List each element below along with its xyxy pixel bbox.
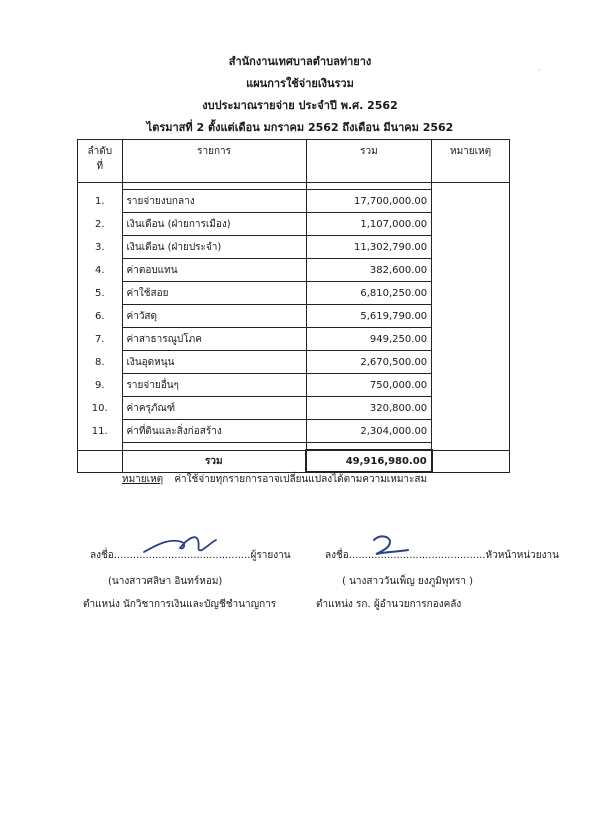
row-amount: 17,700,000.00 <box>306 190 432 213</box>
table-row <box>78 305 510 328</box>
col-header-item: รายการ <box>122 140 306 183</box>
row-number: 10. <box>78 397 123 420</box>
remark-text: ค่าใช้จ่ายทุกรายการอาจเปลี่ยนแปลงได้ตามความเหมาะสม <box>174 474 428 485</box>
row-number: 7. <box>78 328 123 351</box>
row-remark <box>432 305 510 328</box>
row-item: เงินอุดหนุน <box>122 351 306 374</box>
table-row <box>78 190 510 213</box>
row-remark <box>432 259 510 282</box>
row-amount: 11,302,790.00 <box>306 236 432 259</box>
row-amount: 320,800.00 <box>306 397 432 420</box>
row-amount: 2,670,500.00 <box>306 351 432 374</box>
total-row <box>78 450 510 472</box>
col-header-no: ลำดับ ที่ <box>78 140 123 183</box>
table-row <box>78 259 510 282</box>
table-row <box>78 282 510 305</box>
row-item: ค่าวัสดุ <box>122 305 306 328</box>
row-remark <box>432 351 510 374</box>
row-item: ค่าใช้สอย <box>122 282 306 305</box>
row-number: 9. <box>78 374 123 397</box>
table-body <box>78 183 510 451</box>
row-number: 3. <box>78 236 123 259</box>
signature-block-right <box>325 548 559 563</box>
row-amount: 1,107,000.00 <box>306 213 432 236</box>
signer-position-right: ตำแหน่ง รก. ผู้อำนวยการกองคลัง <box>316 599 462 610</box>
row-item: เงินเดือน (ฝ่ายการเมือง) <box>122 213 306 236</box>
row-amount: 949,250.00 <box>306 328 432 351</box>
table-row <box>78 236 510 259</box>
row-remark <box>432 213 510 236</box>
plan-title: แผนการใช้จ่ายเงินรวม <box>246 77 354 90</box>
row-number: 4. <box>78 259 123 282</box>
row-number: 1. <box>78 190 123 213</box>
col-header-remark: หมายเหตุ <box>432 140 510 183</box>
sign-role-right: หัวหน้าหน่วยงาน <box>485 550 559 561</box>
remark <box>122 472 427 487</box>
row-item: ค่าตอบแทน <box>122 259 306 282</box>
signer-position-left: ตำแหน่ง นักวิชาการเงินและบัญชีชำนาญการ <box>83 599 277 610</box>
row-amount: 750,000.00 <box>306 374 432 397</box>
row-amount: 2,304,000.00 <box>306 420 432 443</box>
row-remark <box>432 190 510 213</box>
table-row <box>78 397 510 420</box>
scan-speck: · <box>538 66 541 75</box>
row-remark <box>432 328 510 351</box>
row-number: 2. <box>78 213 123 236</box>
org-title: สำนักงานเทศบาลตำบลท่ายาง <box>228 55 372 68</box>
row-number: 6. <box>78 305 123 328</box>
row-item: ค่าสาธารณูปโภค <box>122 328 306 351</box>
row-remark <box>432 397 510 420</box>
row-item: ค่าที่ดินและสิ่งก่อสร้าง <box>122 420 306 443</box>
table-row <box>78 374 510 397</box>
table-spacer-row <box>78 443 510 451</box>
row-remark <box>432 282 510 305</box>
table-row <box>78 351 510 374</box>
remark-label: หมายเหตุ <box>122 474 164 485</box>
col-header-total: รวม <box>306 140 432 183</box>
signer-name-left: (นางสาวศลิษา อินทร์หอม) <box>108 576 223 587</box>
row-amount: 6,810,250.00 <box>306 282 432 305</box>
row-number: 8. <box>78 351 123 374</box>
sign-prefix-left: ลงชื่อ........................................... <box>90 550 251 561</box>
table-spacer-row <box>78 183 510 190</box>
total-amount: 49,916,980.00 <box>306 450 432 472</box>
budget-year-title: งบประมาณรายจ่าย ประจำปี พ.ศ. 2562 <box>202 99 398 112</box>
signer-name-right: ( นางสาววันเพ็ญ ยงภูมิพุทรา ) <box>342 576 474 587</box>
table-row <box>78 213 510 236</box>
table-header-row <box>78 140 510 183</box>
row-item: เงินเดือน (ฝ่ายประจำ) <box>122 236 306 259</box>
table-row <box>78 328 510 351</box>
signature-block-left <box>90 548 291 563</box>
budget-table <box>77 139 510 473</box>
row-remark <box>432 236 510 259</box>
total-blank-cell <box>78 450 123 472</box>
row-number: 11. <box>78 420 123 443</box>
total-label: รวม <box>122 450 306 472</box>
quarter-title: ไตรมาสที่ 2 ตั้งแต่เดือน มกราคม 2562 ถึงเดือน มีนาคม 2562 <box>146 121 454 134</box>
row-item: ค่าครุภัณฑ์ <box>122 397 306 420</box>
row-amount: 5,619,790.00 <box>306 305 432 328</box>
row-remark <box>432 374 510 397</box>
row-remark <box>432 420 510 443</box>
row-number: 5. <box>78 282 123 305</box>
row-item: รายจ่ายอื่นๆ <box>122 374 306 397</box>
total-remark-cell <box>432 450 510 472</box>
row-amount: 382,600.00 <box>306 259 432 282</box>
row-item: รายจ่ายงบกลาง <box>122 190 306 213</box>
sign-role-left: ผู้รายงาน <box>250 550 291 561</box>
sign-prefix-right: ลงชื่อ........................................... <box>325 550 486 561</box>
table-row <box>78 420 510 443</box>
